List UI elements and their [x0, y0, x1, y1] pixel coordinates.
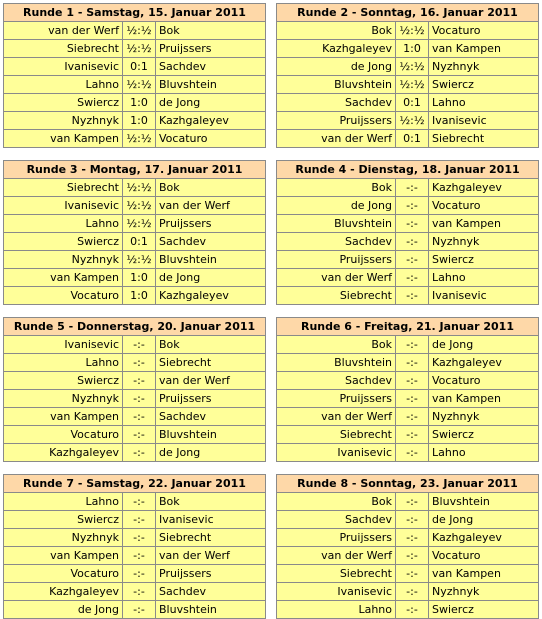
game-row [277, 547, 539, 565]
game-result: -:- [123, 547, 156, 565]
game-result: -:- [396, 408, 429, 426]
game-result: -:- [396, 426, 429, 444]
game-row [277, 511, 539, 529]
game-row [277, 197, 539, 215]
game-row [277, 390, 539, 408]
white-player: Bluvshtein [277, 76, 396, 94]
black-player: van der Werf [156, 372, 266, 390]
white-player: Siebrecht [4, 40, 123, 58]
game-row [4, 336, 266, 354]
round-title: Runde 2 - Sonntag, 16. Januar 2011 [277, 4, 539, 22]
game-result: -:- [396, 179, 429, 197]
game-row [4, 197, 266, 215]
black-player: van der Werf [156, 197, 266, 215]
white-player: Lahno [4, 215, 123, 233]
game-row [4, 112, 266, 130]
game-row [277, 408, 539, 426]
game-result: -:- [123, 336, 156, 354]
white-player: Sachdev [277, 233, 396, 251]
game-result: -:- [396, 390, 429, 408]
game-row [277, 426, 539, 444]
game-row [277, 179, 539, 197]
white-player: Lahno [4, 493, 123, 511]
black-player: Bok [156, 336, 266, 354]
black-player: Swiercz [429, 251, 539, 269]
white-player: Bluvshtein [277, 354, 396, 372]
white-player: Siebrecht [277, 287, 396, 305]
white-player: van der Werf [277, 269, 396, 287]
game-row [4, 583, 266, 601]
game-result: -:- [396, 251, 429, 269]
white-player: Bok [277, 493, 396, 511]
round-6-table [276, 317, 539, 462]
white-player: van Kampen [4, 130, 123, 148]
black-player: de Jong [156, 444, 266, 462]
black-player: Bluvshtein [156, 76, 266, 94]
white-player: Bok [277, 336, 396, 354]
white-player: de Jong [277, 58, 396, 76]
game-row [4, 94, 266, 112]
black-player: Bluvshtein [156, 601, 266, 619]
game-result: -:- [396, 233, 429, 251]
game-row [4, 354, 266, 372]
game-result: ½:½ [123, 130, 156, 148]
black-player: de Jong [156, 269, 266, 287]
black-player: Vocaturo [429, 547, 539, 565]
game-row [277, 287, 539, 305]
white-player: Lahno [4, 354, 123, 372]
black-player: Bluvshtein [156, 426, 266, 444]
game-result: -:- [396, 372, 429, 390]
black-player: Sachdev [156, 408, 266, 426]
game-result: -:- [396, 529, 429, 547]
white-player: van der Werf [277, 130, 396, 148]
black-player: de Jong [429, 511, 539, 529]
game-row [277, 372, 539, 390]
game-row [277, 336, 539, 354]
white-player: Ivanisevic [4, 58, 123, 76]
black-player: Kazhgaleyev [156, 287, 266, 305]
round-5-table [3, 317, 266, 462]
white-player: van der Werf [4, 22, 123, 40]
round-4-table [276, 160, 539, 305]
game-result: -:- [123, 529, 156, 547]
round-title: Runde 7 - Samstag, 22. Januar 2011 [4, 475, 266, 493]
white-player: Sachdev [277, 511, 396, 529]
game-result: -:- [396, 354, 429, 372]
game-row [4, 390, 266, 408]
game-result: -:- [123, 354, 156, 372]
round-title: Runde 4 - Dienstag, 18. Januar 2011 [277, 161, 539, 179]
white-player: Nyzhnyk [4, 112, 123, 130]
white-player: Ivanisevic [4, 336, 123, 354]
white-player: Nyzhnyk [4, 251, 123, 269]
black-player: Swiercz [429, 76, 539, 94]
white-player: Lahno [4, 76, 123, 94]
white-player: Bluvshtein [277, 215, 396, 233]
game-row [4, 493, 266, 511]
game-row [4, 179, 266, 197]
game-result: 1:0 [123, 112, 156, 130]
black-player: van Kampen [429, 40, 539, 58]
game-row [277, 583, 539, 601]
game-row [277, 215, 539, 233]
game-row [4, 269, 266, 287]
black-player: Nyzhnyk [429, 408, 539, 426]
game-result: -:- [123, 390, 156, 408]
game-row [4, 233, 266, 251]
white-player: van Kampen [4, 269, 123, 287]
white-player: van Kampen [4, 408, 123, 426]
black-player: Swiercz [429, 601, 539, 619]
black-player: Nyzhnyk [429, 583, 539, 601]
game-result: 0:1 [396, 94, 429, 112]
black-player: Bluvshtein [429, 493, 539, 511]
game-row [277, 529, 539, 547]
game-row [4, 426, 266, 444]
game-result: 0:1 [396, 130, 429, 148]
game-result: ½:½ [123, 40, 156, 58]
game-row [4, 408, 266, 426]
white-player: Lahno [277, 601, 396, 619]
game-result: -:- [123, 408, 156, 426]
white-player: Swiercz [4, 233, 123, 251]
round-3-table [3, 160, 266, 305]
white-player: Pruijssers [277, 112, 396, 130]
game-row [4, 511, 266, 529]
game-result: -:- [123, 565, 156, 583]
game-result: -:- [396, 601, 429, 619]
black-player: van Kampen [429, 565, 539, 583]
game-result: ½:½ [123, 76, 156, 94]
game-row [277, 601, 539, 619]
game-row [277, 22, 539, 40]
game-result: -:- [396, 493, 429, 511]
game-row [4, 372, 266, 390]
white-player: Kazhgaleyev [277, 40, 396, 58]
game-result: 1:0 [396, 40, 429, 58]
game-result: ½:½ [123, 179, 156, 197]
game-result: -:- [396, 444, 429, 462]
black-player: Ivanisevic [429, 112, 539, 130]
game-row [4, 547, 266, 565]
black-player: Vocaturo [429, 197, 539, 215]
white-player: Pruijssers [277, 529, 396, 547]
black-player: Sachdev [156, 583, 266, 601]
black-player: Swiercz [429, 426, 539, 444]
white-player: Vocaturo [4, 287, 123, 305]
game-result: -:- [396, 336, 429, 354]
game-result: -:- [396, 287, 429, 305]
game-row [277, 58, 539, 76]
white-player: Siebrecht [277, 565, 396, 583]
game-row [277, 233, 539, 251]
white-player: van Kampen [4, 547, 123, 565]
round-2-table [276, 3, 539, 148]
game-row [4, 40, 266, 58]
game-row [4, 444, 266, 462]
black-player: Lahno [429, 269, 539, 287]
game-row [277, 354, 539, 372]
game-row [277, 112, 539, 130]
black-player: Nyzhnyk [429, 58, 539, 76]
white-player: Nyzhnyk [4, 529, 123, 547]
game-row [4, 130, 266, 148]
white-player: Bok [277, 179, 396, 197]
game-row [277, 76, 539, 94]
white-player: van der Werf [277, 408, 396, 426]
black-player: Bok [156, 179, 266, 197]
white-player: Sachdev [277, 372, 396, 390]
white-player: Siebrecht [277, 426, 396, 444]
black-player: Ivanisevic [156, 511, 266, 529]
black-player: van Kampen [429, 215, 539, 233]
game-row [277, 94, 539, 112]
white-player: Vocaturo [4, 565, 123, 583]
game-result: ½:½ [396, 58, 429, 76]
white-player: de Jong [277, 197, 396, 215]
black-player: Sachdev [156, 233, 266, 251]
game-result: 1:0 [123, 269, 156, 287]
white-player: Nyzhnyk [4, 390, 123, 408]
game-result: 1:0 [123, 287, 156, 305]
game-result: -:- [123, 444, 156, 462]
black-player: van der Werf [156, 547, 266, 565]
game-result: ½:½ [396, 22, 429, 40]
game-result: ½:½ [123, 215, 156, 233]
white-player: Swiercz [4, 94, 123, 112]
game-row [277, 40, 539, 58]
black-player: Pruijssers [156, 565, 266, 583]
black-player: Vocaturo [429, 22, 539, 40]
game-result: 1:0 [123, 94, 156, 112]
black-player: Lahno [429, 94, 539, 112]
game-row [4, 251, 266, 269]
white-player: Pruijssers [277, 390, 396, 408]
black-player: de Jong [156, 94, 266, 112]
game-result: -:- [396, 565, 429, 583]
white-player: van der Werf [277, 547, 396, 565]
black-player: Bok [156, 493, 266, 511]
game-result: -:- [396, 197, 429, 215]
black-player: Siebrecht [429, 130, 539, 148]
round-7-table [3, 474, 266, 619]
round-8-table [276, 474, 539, 619]
white-player: Ivanisevic [277, 583, 396, 601]
black-player: Lahno [429, 444, 539, 462]
white-player: Sachdev [277, 94, 396, 112]
game-result: ½:½ [123, 22, 156, 40]
game-result: ½:½ [123, 251, 156, 269]
black-player: Kazhgaleyev [429, 529, 539, 547]
game-result: ½:½ [123, 197, 156, 215]
round-title: Runde 5 - Donnerstag, 20. Januar 2011 [4, 318, 266, 336]
game-row [4, 215, 266, 233]
game-row [277, 565, 539, 583]
game-result: 0:1 [123, 233, 156, 251]
white-player: Siebrecht [4, 179, 123, 197]
white-player: de Jong [4, 601, 123, 619]
game-result: -:- [123, 372, 156, 390]
black-player: Siebrecht [156, 529, 266, 547]
white-player: Ivanisevic [277, 444, 396, 462]
game-result: ½:½ [396, 112, 429, 130]
game-result: -:- [123, 426, 156, 444]
black-player: Kazhgaleyev [156, 112, 266, 130]
black-player: Bok [156, 22, 266, 40]
round-1-table [3, 3, 266, 148]
black-player: de Jong [429, 336, 539, 354]
white-player: Bok [277, 22, 396, 40]
game-result: -:- [123, 511, 156, 529]
black-player: Sachdev [156, 58, 266, 76]
game-row [277, 444, 539, 462]
game-result: ½:½ [396, 76, 429, 94]
game-row [4, 601, 266, 619]
white-player: Swiercz [4, 511, 123, 529]
round-title: Runde 6 - Freitag, 21. Januar 2011 [277, 318, 539, 336]
black-player: Nyzhnyk [429, 233, 539, 251]
game-row [4, 76, 266, 94]
black-player: Vocaturo [429, 372, 539, 390]
game-result: -:- [396, 269, 429, 287]
round-title: Runde 1 - Samstag, 15. Januar 2011 [4, 4, 266, 22]
game-result: -:- [396, 511, 429, 529]
round-title: Runde 3 - Montag, 17. Januar 2011 [4, 161, 266, 179]
white-player: Kazhgaleyev [4, 583, 123, 601]
game-result: -:- [396, 583, 429, 601]
black-player: van Kampen [429, 390, 539, 408]
black-player: Bluvshtein [156, 251, 266, 269]
white-player: Ivanisevic [4, 197, 123, 215]
black-player: Pruijssers [156, 40, 266, 58]
game-row [277, 493, 539, 511]
game-result: -:- [123, 601, 156, 619]
game-row [277, 130, 539, 148]
black-player: Pruijssers [156, 390, 266, 408]
game-row [4, 58, 266, 76]
game-row [277, 251, 539, 269]
game-row [277, 269, 539, 287]
game-result: -:- [396, 215, 429, 233]
game-row [4, 287, 266, 305]
black-player: Kazhgaleyev [429, 354, 539, 372]
black-player: Ivanisevic [429, 287, 539, 305]
game-row [4, 565, 266, 583]
black-player: Kazhgaleyev [429, 179, 539, 197]
black-player: Siebrecht [156, 354, 266, 372]
round-title: Runde 8 - Sonntag, 23. Januar 2011 [277, 475, 539, 493]
game-result: 0:1 [123, 58, 156, 76]
game-result: -:- [123, 583, 156, 601]
white-player: Pruijssers [277, 251, 396, 269]
game-result: -:- [396, 547, 429, 565]
game-row [4, 529, 266, 547]
white-player: Kazhgaleyev [4, 444, 123, 462]
black-player: Pruijssers [156, 215, 266, 233]
white-player: Vocaturo [4, 426, 123, 444]
game-result: -:- [123, 493, 156, 511]
game-row [4, 22, 266, 40]
black-player: Vocaturo [156, 130, 266, 148]
white-player: Swiercz [4, 372, 123, 390]
